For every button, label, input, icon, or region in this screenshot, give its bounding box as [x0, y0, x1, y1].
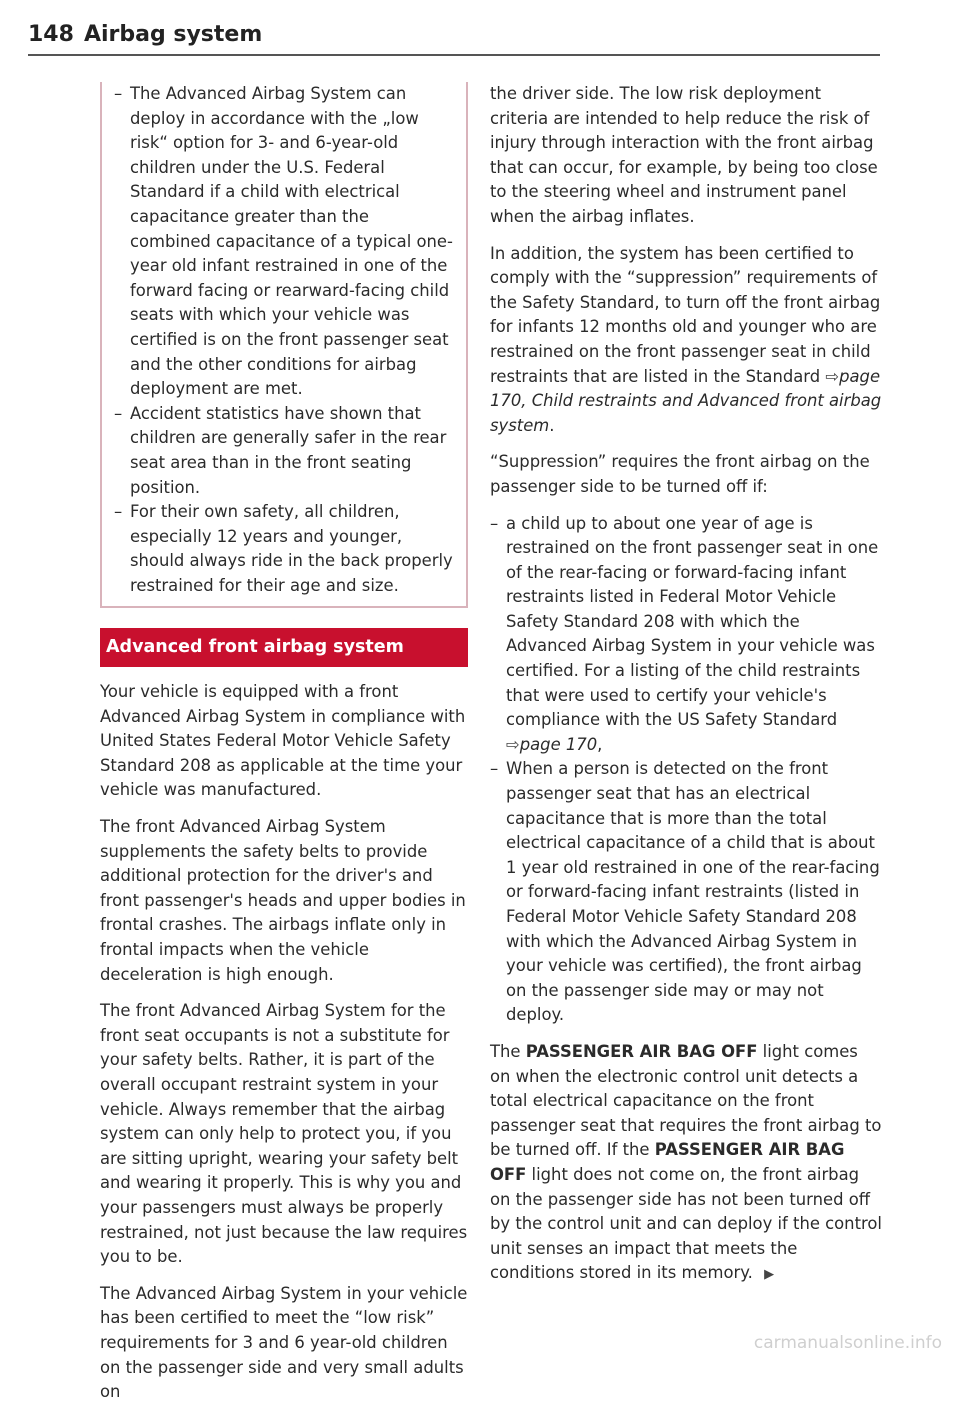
note-item: – The Advanced Airbag System can deploy in accordance with the „low risk“ option for 3- and 6-year-old children under the U.S. Federal Standard if a child with electrical capacitance greater than the combined capacitance of a typical one-year old infant restrained in one of the forward facing or rearward-facing child seats with which your vehicle was certified is on the front passenger seat and the other conditions for airbag deployment are met. — [114, 82, 454, 402]
subheading: Advanced front airbag system — [100, 628, 468, 667]
header-rule — [28, 54, 880, 56]
right-column — [490, 82, 882, 1300]
paragraph: “Suppression” requires the front airbag on the passenger side to be turned off if: — [490, 452, 870, 496]
paragraph: In addition, the system has been certified to comply with the “suppression” requirements of the Safety Standard, to turn off the front airbag for infants 12 months old and younger who are restrained on the front passenger seat in child restraints that are listed in the Standard ⇨page 170, Child restraints and Advanced front airbag system. — [490, 243, 882, 435]
paragraph: The PASSENGER AIR BAG OFF light comes on when the electronic control unit detects a total electrical capacitance on the front passenger seat that requires the front airbag to be turned off. If the PASSENGER AIR BAG OFF light does not come on, the front airbag on the passenger side has not been turned off by the control unit and can deploy if the control unit senses an impact that meets the conditions stored in its memory. ▶ — [490, 1041, 882, 1283]
list-item: – When a person is detected on the front passenger seat that has an electrical capacitance that is more than the total electrical capacitance of a child that is about 1 year old restrained in one of the rear-facing or forward-facing infant restraints (listed in Federal Motor Vehicle Safety Standard 208 with which the Advanced Airbag System in your vehicle was certified), the front airbag on the passenger side may or may not deploy. — [490, 757, 882, 1028]
arrow-right-icon: ⇨ — [825, 366, 840, 386]
paragraph: The Advanced Airbag System in your vehicle has been certified to meet the “low risk” requirements for 3 and 6 year-old children on the passenger side and very small adults on — [100, 1283, 468, 1402]
paragraph: The front Advanced Airbag System for the front seat occupants is not a substitute for your safety belts. Rather, it is part of the overall occupant restraint system in your vehicle. Always remember that the airbag system can only help to protect you, if you are sitting upright, wearing your safety belt and wearing it properly. This is why you and your passengers must always be properly restrained, not just because the law requires you to be. — [100, 1001, 468, 1267]
left-column — [100, 82, 468, 1417]
paragraph: the driver side. The low risk deployment criteria are intended to help reduce the risk of injury through interaction with the front airbag that can occur, for example, by being too close to the steering wheel and instrument panel when the airbag inflates. — [490, 84, 878, 226]
page-header — [28, 22, 880, 47]
cross-reference-link[interactable]: page 170 — [519, 734, 598, 754]
paragraph: Your vehicle is equipped with a front Advanced Airbag System in compliance with United States Federal Motor Vehicle Safety Standard 208 as applicable at the time your vehicle was manufactured. — [100, 682, 466, 800]
note-list — [114, 82, 454, 598]
page-number: 148 — [28, 22, 74, 47]
continue-arrow-icon: ▶ — [764, 1267, 775, 1283]
note-item: – For their own safety, all children, especially 12 years and younger, should always ride in the back properly restrained for their age and size. — [114, 500, 454, 598]
list-item: – a child up to about one year of age is restrained on the front passenger seat in one of the rear-facing or forward-facing infant restraints listed in Federal Motor Vehicle Safety Standard 208 with which the Advanced Airbag System in your vehicle was certified. For a listing of the child restraints that were used to certify your vehicle's compliance with the US Safety Standard ⇨page 170, — [490, 512, 882, 758]
section-title: Airbag system — [83, 22, 263, 47]
warning-light-label: PASSENGER AIR BAG OFF — [490, 1140, 845, 1184]
warning-light-label: PASSENGER AIR BAG OFF — [525, 1041, 758, 1061]
note-box — [100, 82, 468, 608]
cross-reference-link[interactable]: page 170, Child restraints and Advanced front airbag system — [490, 366, 882, 435]
watermark: carmanualsonline.info — [753, 1333, 942, 1353]
arrow-right-icon: ⇨ — [506, 734, 520, 754]
note-item: – Accident statistics have shown that children are generally safer in the rear seat area than in the front seating position. — [114, 402, 454, 500]
paragraph: The front Advanced Airbag System supplements the safety belts to provide additional protection for the driver's and front passenger's heads and upper bodies in frontal crashes. The airbags inflate only in frontal impacts when the vehicle deceleration is high enough. — [100, 817, 466, 984]
suppression-list — [490, 512, 882, 1028]
